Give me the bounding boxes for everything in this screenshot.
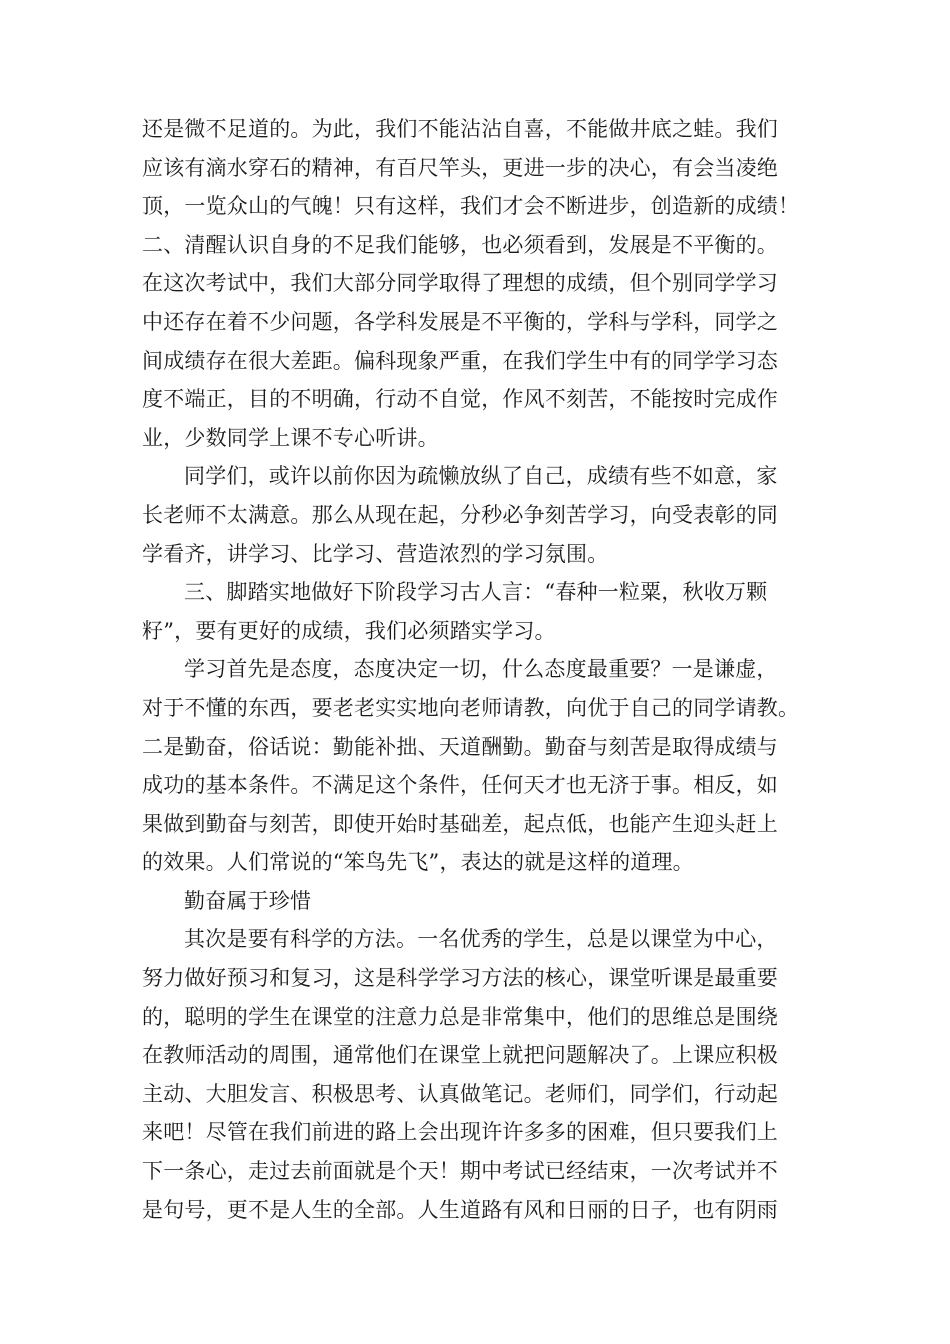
text-line: 来吧！尽管在我们前进的路上会出现许许多多的困难，但只要我们上 xyxy=(142,1120,778,1145)
paragraph-start-line: 同学们，或许以前你因为疏懒放纵了自己，成绩有些不如意，家 xyxy=(184,464,778,489)
text-line: 长老师不太满意。那么从现在起，分秒必争刻苦学习，向受表彰的同 xyxy=(142,502,778,527)
text-line: 学看齐，讲学习、比学习、营造浓烈的学习氛围。 xyxy=(142,541,609,566)
text-line: 在教师活动的周围，通常他们在课堂上就把问题解决了。上课应积极 xyxy=(142,1043,778,1068)
paragraph-start-line: 学习首先是态度，态度决定一切，什么态度最重要？一是谦虚， xyxy=(184,657,778,682)
subheading-line: 勤奋属于珍惜 xyxy=(184,888,312,913)
text-line: 二、清醒认识自身的不足我们能够，也必须看到，发展是不平衡的。 xyxy=(142,232,778,257)
text-line: 业，少数同学上课不专心听讲。 xyxy=(142,425,439,450)
text-line: 应该有滴水穿石的精神，有百尺竿头，更进一步的决心，有会当凌绝 xyxy=(142,155,778,180)
text-line: 果做到勤奋与刻苦，即使开始时基础差，起点低，也能产生迎头赶上 xyxy=(142,811,778,836)
text-line: 主动、大胆发言、积极思考、认真做笔记。老师们，同学们，行动起 xyxy=(142,1081,778,1106)
paragraph-start-line: 其次是要有科学的方法。一名优秀的学生，总是以课堂为中心， xyxy=(184,927,778,952)
text-line: 的效果。人们常说的“笨鸟先飞”，表达的就是这样的道理。 xyxy=(142,850,694,875)
text-line: 度不端正，目的不明确，行动不自觉，作风不刻苦，不能按时完成作 xyxy=(142,387,778,412)
text-line: 顶，一览众山的气魄！只有这样，我们才会不断进步，创造新的成绩！ xyxy=(142,194,800,219)
text-line: 成功的基本条件。不满足这个条件，任何天才也无济于事。相反，如 xyxy=(142,773,778,798)
text-line: 还是微不足道的。为此，我们不能沾沾自喜，不能做井底之蛙。我们 xyxy=(142,117,778,141)
text-line: 的，聪明的学生在课堂的注意力总是非常集中，他们的思维总是围绕 xyxy=(142,1004,778,1029)
text-line: 是句号，更不是人生的全部。人生道路有风和日丽的日子，也有阴雨 xyxy=(142,1197,778,1222)
text-line: 对于不懂的东西，要老老实实地向老师请教，向优于自己的同学请教。 xyxy=(142,695,800,720)
text-line: 间成绩存在很大差距。偏科现象严重，在我们学生中有的同学学习态 xyxy=(142,348,778,373)
section-heading-line: 三、脚踏实地做好下阶段学习古人言：“春种一粒粟，秋收万颗 xyxy=(184,580,768,605)
text-line: 下一条心，走过去前面就是个天！期中考试已经结束，一次考试并不 xyxy=(142,1159,778,1184)
text-line: 二是勤奋，俗话说：勤能补拙、天道酬勤。勤奋与刻苦是取得成绩与 xyxy=(142,734,778,759)
text-line: 努力做好预习和复习，这是科学学习方法的核心，课堂听课是最重要 xyxy=(142,966,778,991)
text-line: 在这次考试中，我们大部分同学取得了理想的成绩，但个别同学学习 xyxy=(142,271,778,296)
document-body xyxy=(142,110,812,1229)
text-line: 中还存在着不少问题，各学科发展是不平衡的，学科与学科，同学之 xyxy=(142,309,778,334)
text-line: 籽”，要有更好的成绩，我们必须踏实学习。 xyxy=(142,618,556,643)
